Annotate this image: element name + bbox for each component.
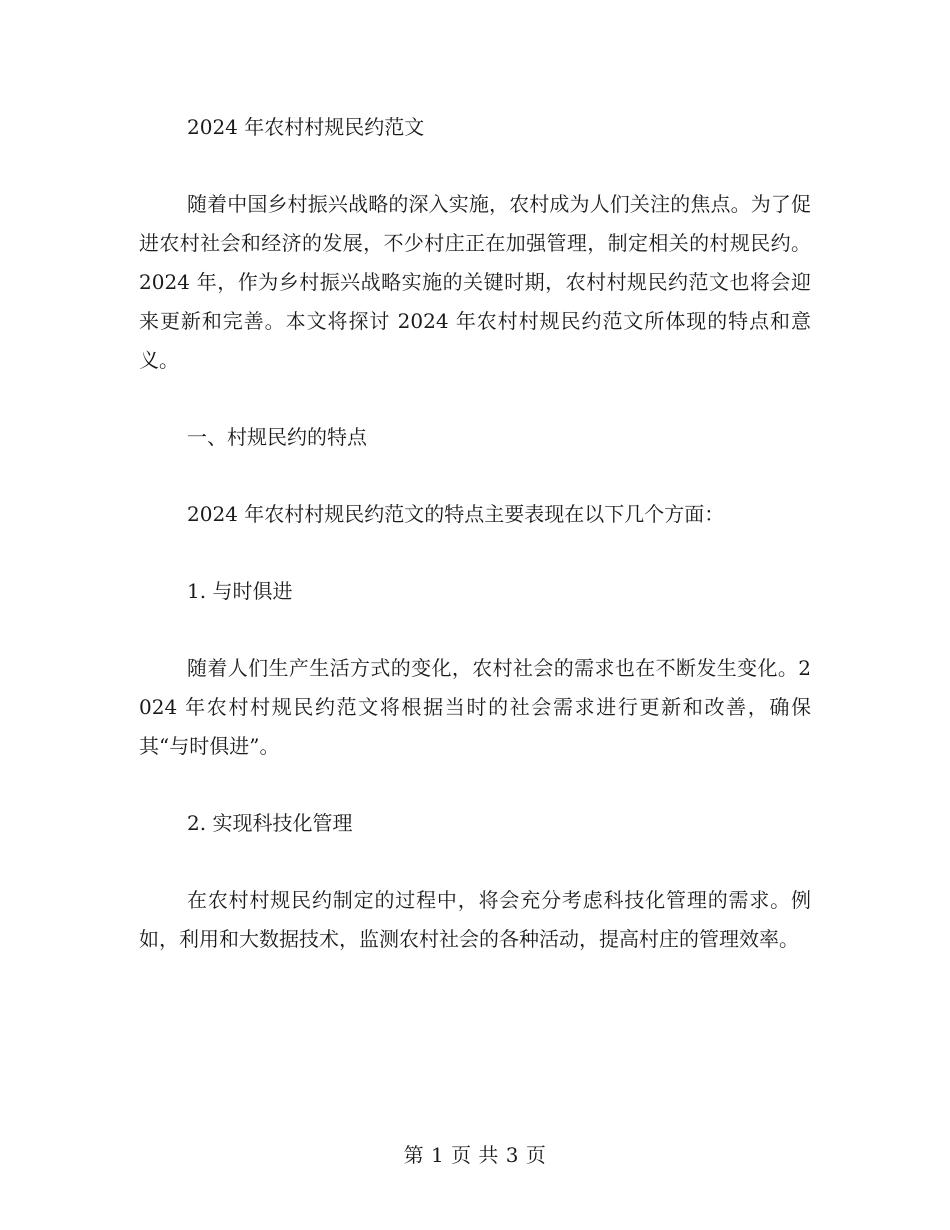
page-number-footer: 第 1 页 共 3 页 xyxy=(403,1143,547,1167)
point-heading-2: 2. 实现科技化管理 xyxy=(187,811,353,835)
intro-paragraph: 随着中国乡村振兴战略的深入实施，农村成为人们关注的焦点。为了促进农村社会和经济的发展，不少村庄正在加强管理，制定相关的村规民约。2024 年，作为乡村振兴战略实施的关键时期，农村村规民约范文也将会迎来更新和完善。本文将探讨 2024 年农村村规民约范文所体现的特点和意义。 xyxy=(139,192,811,372)
section-heading: 一、村规民约的特点 xyxy=(187,425,367,449)
document-body xyxy=(139,108,811,959)
point-heading-1: 1. 与时俱进 xyxy=(187,579,293,603)
document-title: 2024 年农村村规民约范文 xyxy=(187,115,425,139)
section-lead-paragraph: 2024 年农村村规民约范文的特点主要表现在以下几个方面： xyxy=(187,502,725,526)
point-body-2: 在农村村规民约制定的过程中，将会充分考虑科技化管理的需求。例如，利用和大数据技术，监测农村社会的各种活动，提高村庄的管理效率。 xyxy=(139,888,811,951)
point-body-1: 随着人们生产生活方式的变化，农村社会的需求也在不断发生变化。2024 年农村村规民约范文将根据当时的社会需求进行更新和改善，确保其“与时俱进”。 xyxy=(139,656,811,758)
